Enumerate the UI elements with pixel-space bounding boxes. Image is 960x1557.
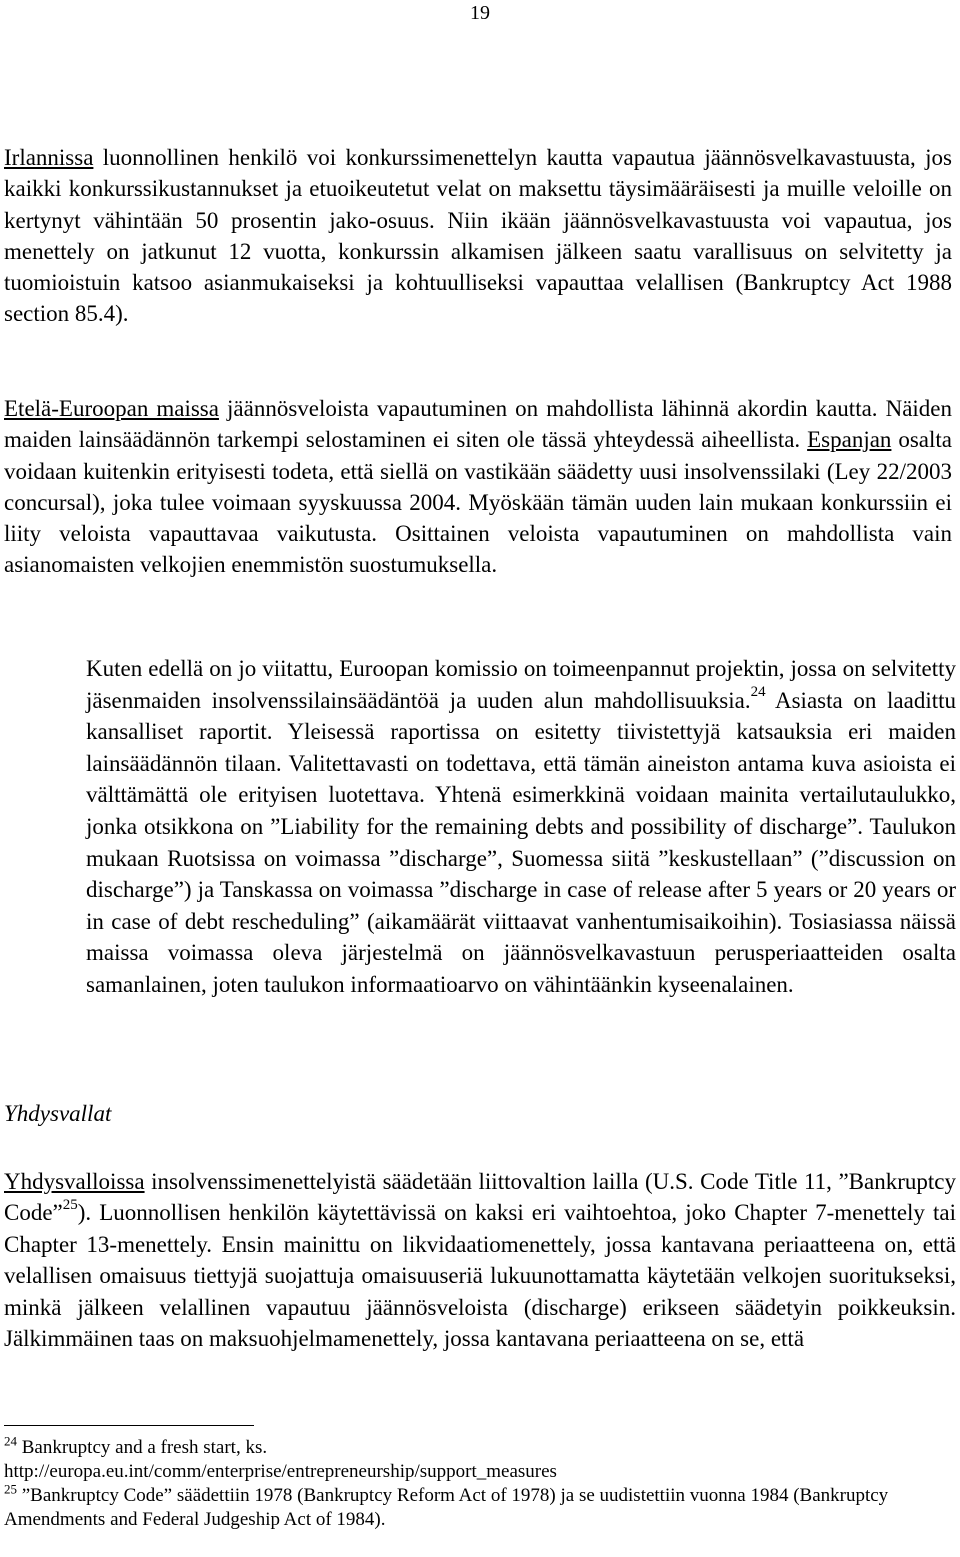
footnote-25 xyxy=(4,1481,956,1532)
footnote-mark-24: 24 xyxy=(4,1433,17,1449)
paragraph-eu-commission xyxy=(86,653,956,1001)
footnotes xyxy=(4,1433,956,1532)
footnote-24-text: Bankruptcy and a fresh start, ks. xyxy=(17,1437,268,1458)
country-label-usa: Yhdysvalloissa xyxy=(4,1169,145,1194)
paragraph-eu-commission-text-2: Asiasta on laadittu kansalliset raportit. Yleisessä raportissa on esitetty tiivistettyjä katsauksia eri maiden lainsäädännön tilaan. Valitettavasti on todettava, että tämän aineiston antama kuva asioista ei välttämättä ole erityisen luotettava. Yhtenä esimerkkinä voidaan mainita vertailutaulukko, jonka otsikkona on ”Liability for the remaining debts and possibility of discharge”. Taulukon mukaan Ruotsissa on voimassa ”discharge”, Suomessa siitä ”keskustellaan” (”discussion on discharge”) ja Tanskassa on voimassa ”discharge in case of release after 5 years or 20 years or in case of debt rescheduling” (aikamäärät viittaavat vanhentumisaikoihin). Tosiasiassa näissä maissa voimassa oleva järjestelmä on jäännösvelkavastuun perusperiaatteiden osalta samanlainen, joten taulukon informaatioarvo on vähintäänkin kyseenalainen. xyxy=(86,687,956,997)
paragraph-usa-text-1: insolvenssimenettelyistä säädetään liittovaltion lailla (U.S. Code Title 11, ”Bankruptcy Code” xyxy=(4,1169,956,1226)
footnote-ref-24: 24 xyxy=(750,683,766,700)
footnote-mark-25: 25 xyxy=(4,1481,17,1497)
paragraph-eu-commission-text-1: Kuten edellä on jo viitattu, Euroopan komissio on toimeenpannut projektin, jossa on selvitetty jäsenmaiden insolvenssilainsäädäntöä ja uuden alun mahdollisuuksia. xyxy=(86,656,956,713)
paragraph-southern-europe-text-2: osalta voidaan kuitenkin erityisesti todeta, että siellä on vastikään säädetty uusi insolvenssilaki (Ley 22/2003 concursal), joka tulee voimaan syyskuussa 2004. Myöskään tämän uuden lain mukaan konkurssiin ei liity veloista vapauttavaa vaikutusta. Osittainen veloista vapautuminen on mahdollista vain asianomaisten velkojien enemmistön suostumuksella. xyxy=(4,427,952,578)
paragraph-usa-text-2: ). Luonnollisen henkilön käytettävissä on kaksi eri vaihtoehtoa, joko Chapter 7-menettely tai Chapter 13-menettely. Ensin mainittu on likvidaatiomenettely, jossa kantavana periaatteena on, että velallisen omaisuus tiettyjä suojattuja omaisuuseriä lukuunottamatta käytetään velkojen suoritukseksi, minkä jälkeen velallinen vapautuu jäännösveloista (discharge) erikseen säädetyin poikkeuksin. Jälkimmäinen taas on maksuohjelmamenettely, jossa kantavana periaatteena on se, että xyxy=(4,1200,956,1352)
side-heading-usa: Yhdysvallat xyxy=(4,1101,112,1126)
paragraph-ireland xyxy=(4,142,952,330)
region-label-southern-europe: Etelä-Euroopan maissa xyxy=(4,396,219,421)
footnote-ref-25: 25 xyxy=(62,1196,78,1213)
paragraph-southern-europe xyxy=(4,393,952,581)
footnote-24-url[interactable]: http://europa.eu.int/comm/enterprise/entrepreneurship/support_measures xyxy=(4,1461,557,1482)
paragraph-usa xyxy=(4,1166,956,1354)
country-label-spain: Espanjan xyxy=(807,427,892,453)
paragraph-southern-europe-text-1: jäännösveloista vapautuminen on mahdollista lähinnä akordin kautta. Näiden maiden lainsäädännön tarkempi selostaminen ei siten ole tässä yhteydessä aiheellista. xyxy=(4,396,953,453)
footnote-divider xyxy=(4,1425,254,1426)
country-label-ireland: Irlannissa xyxy=(4,145,94,170)
page-number: 19 xyxy=(470,2,490,24)
footnote-25-text: ”Bankruptcy Code” säädettiin 1978 (Bankruptcy Reform Act of 1978) ja se uudistettiin vuonna 1984 (Bankruptcy Amendments and Federal Judgeship Act of 1984). xyxy=(4,1485,889,1530)
paragraph-ireland-text: luonnollinen henkilö voi konkurssimenettelyn kautta vapautua jäännösvelkavastuusta, jos kaikki konkurssikustannukset ja etuoikeutetut velat on maksettu täysimääräisesti ja muille veloille on kertynyt vähintään 50 prosentin jako-osuus. Niin ikään jäännösvelkavastuusta voi vapautua, jos menettely on jatkunut 12 vuotta, konkurssin alkamisen jälkeen saatu varallisuus on selvitetty ja tuomioistuin katsoo asianmukaiseksi ja kohtuulliseksi vapauttaa velallisen (Bankruptcy Act 1988 section 85.4). xyxy=(4,145,952,327)
footnote-24 xyxy=(4,1433,956,1460)
